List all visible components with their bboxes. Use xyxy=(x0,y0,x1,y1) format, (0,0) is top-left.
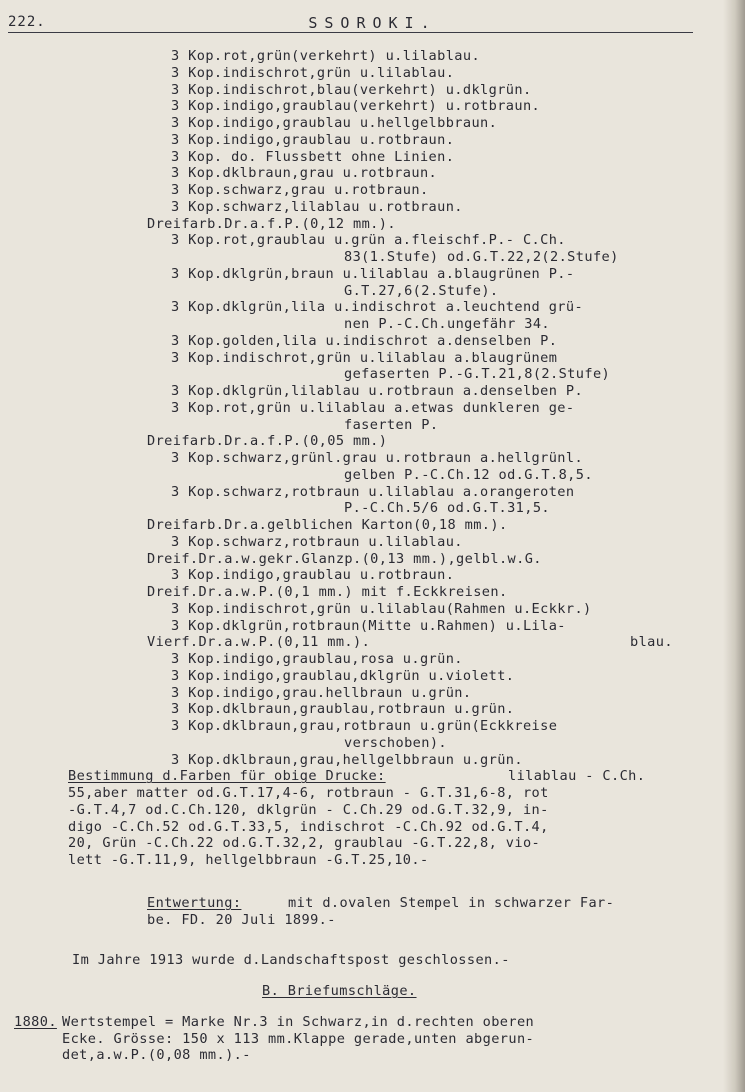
color-determination-heading: Bestimmung d.Farben für obige Drucke: xyxy=(68,768,386,785)
text-line xyxy=(0,983,745,1000)
text-line-text: Vierf.Dr.a.w.P.(0,11 mm.). xyxy=(147,634,371,651)
text-line xyxy=(0,785,745,802)
text-line-continuation: blau. xyxy=(630,634,673,651)
text-line-text: faserten P. xyxy=(344,416,439,433)
text-line-text: 3 Kop.schwarz,grau u.rotbraun. xyxy=(171,182,429,198)
text-line xyxy=(0,316,745,333)
text-line xyxy=(0,601,745,618)
text-line-text: mit d.ovalen Stempel in schwarzer Far- xyxy=(288,894,615,911)
text-line xyxy=(0,350,745,367)
text-line-text: 3 Kop.dklgrün,lilablau u.rotbraun a.denselben P. xyxy=(171,383,584,399)
text-line xyxy=(0,551,745,568)
text-line xyxy=(0,668,745,685)
spacer xyxy=(0,1000,745,1014)
text-line xyxy=(0,132,745,149)
text-line xyxy=(0,752,745,769)
text-line-text: nen P.-C.Ch.ungefähr 34. xyxy=(344,316,551,332)
text-line-text: det,a.w.P.(0,08 mm.).- xyxy=(62,1047,251,1064)
text-line-text: 3 Kop.indischrot,blau(verkehrt) u.dklgrün. xyxy=(171,81,532,98)
text-line-text: 3 Kop.dklgrün,rotbraun(Mitte u.Rahmen) u.Lila- xyxy=(171,617,566,634)
text-line-text: G.T.27,6(2.Stufe). xyxy=(344,282,499,299)
text-line xyxy=(0,735,745,752)
text-line xyxy=(0,517,745,534)
text-line xyxy=(0,912,745,929)
text-line xyxy=(0,149,745,166)
text-line-text: 3 Kop.rot,graublau u.grün a.fleischf.P.- C.Ch. xyxy=(171,232,566,249)
text-line-text: Wertstempel = Marke Nr.3 in Schwarz,in d.rechten oberen xyxy=(62,1013,535,1030)
page-body xyxy=(0,48,745,1064)
text-line xyxy=(0,65,745,82)
text-line xyxy=(0,98,745,115)
header-rule xyxy=(8,32,693,33)
text-line xyxy=(0,534,745,551)
text-line-text: Dreif.Dr.a.w.P.(0,1 mm.) mit f.Eckkreisen. xyxy=(147,584,508,600)
text-line xyxy=(0,383,745,400)
text-line-text: Ecke. Grösse: 150 x 113 mm.Klappe gerade,unten abgerun- xyxy=(62,1030,535,1047)
text-line-text: 3 Kop.indigo,graublau,rosa u.grün. xyxy=(171,651,463,667)
section-heading: B. Briefumschläge. xyxy=(262,983,417,999)
text-line-text: 3 Kop.dklbraun,grau u.rotbraun. xyxy=(171,165,438,182)
text-line-text: 55,aber matter od.G.T.17,4-6, rotbraun - G.T.31,6-8, rot xyxy=(68,785,549,801)
page-title: SSOROKI. xyxy=(308,14,437,32)
text-line-text: 3 Kop.schwarz,rotbraun u.lilablau. xyxy=(171,533,463,550)
text-line xyxy=(0,802,745,819)
text-line-text: 3 Kop.golden,lila u.indischrot a.denselben P. xyxy=(171,332,558,349)
cancellation-heading: Entwertung: xyxy=(147,894,242,911)
text-line xyxy=(0,584,745,601)
text-line-text: lilablau - C.Ch. xyxy=(508,768,646,785)
text-line xyxy=(0,216,745,233)
text-line xyxy=(0,685,745,702)
text-line xyxy=(0,400,745,417)
text-line xyxy=(0,1047,745,1064)
text-line xyxy=(0,232,745,249)
text-line-text: digo -C.Ch.52 od.G.T.33,5, indischrot -C.Ch.92 od.G.T.4, xyxy=(68,818,549,835)
page-number: 222. xyxy=(8,14,46,30)
text-line xyxy=(0,366,745,383)
text-line-text: 3 Kop.schwarz,lilablau u.rotbraun. xyxy=(171,198,463,215)
text-line-text: 3 Kop.indigo,graublau u.rotbraun. xyxy=(171,131,455,148)
text-line xyxy=(0,165,745,182)
text-line xyxy=(0,768,745,785)
text-line xyxy=(0,433,745,450)
text-line xyxy=(0,952,745,969)
year-label: 1880. xyxy=(14,1013,57,1030)
text-line-text: 3 Kop.indigo,graublau u.hellgelbbraun. xyxy=(171,115,498,131)
text-line-text: 3 Kop.indigo,graublau(verkehrt) u.rotbraun. xyxy=(171,98,541,115)
text-line xyxy=(0,701,745,718)
text-line-text: 3 Kop.dklbraun,grau,rotbraun u.grün(Eckkreise xyxy=(171,718,558,734)
text-line xyxy=(0,82,745,99)
text-line xyxy=(0,48,745,65)
text-line xyxy=(0,618,745,635)
text-line-text: P.-C.Ch.5/6 od.G.T.31,5. xyxy=(344,500,551,517)
text-line-text: 3 Kop.dklgrün,lila u.indischrot a.leuchtend grü- xyxy=(171,299,584,316)
text-line-text: 3 Kop.indischrot,grün u.lilablau. xyxy=(171,64,455,81)
text-line xyxy=(0,283,745,300)
spacer xyxy=(0,928,745,952)
text-line xyxy=(0,1014,745,1031)
text-line-text: verschoben). xyxy=(344,734,448,751)
text-line-text: 3 Kop. do. Flussbett ohne Linien. xyxy=(171,148,455,165)
text-line xyxy=(0,266,745,283)
text-line xyxy=(0,450,745,467)
text-line-text: 3 Kop.rot,grün u.lilablau a.etwas dunkleren ge- xyxy=(171,399,575,416)
text-line-text: be. FD. 20 Juli 1899.- xyxy=(147,911,336,928)
text-line-text: 3 Kop.indigo,graublau u.rotbraun. xyxy=(171,567,455,584)
text-line-text: gelben P.-C.Ch.12 od.G.T.8,5. xyxy=(344,466,593,483)
text-line xyxy=(0,718,745,735)
text-line xyxy=(0,567,745,584)
text-line-text: 3 Kop.indischrot,grün u.lilablau(Rahmen u.Eckkr.) xyxy=(171,600,592,617)
text-line xyxy=(0,852,745,869)
text-line xyxy=(0,115,745,132)
spacer xyxy=(0,969,745,983)
spacer xyxy=(0,869,745,895)
text-line-text: 3 Kop.dklbraun,graublau,rotbraun u.grün. xyxy=(171,701,515,718)
text-line-text: 3 Kop.schwarz,grünl.grau u.rotbraun a.hellgrünl. xyxy=(171,450,584,466)
text-line-text: 83(1.Stufe) od.G.T.22,2(2.Stufe) xyxy=(344,249,619,265)
text-line xyxy=(0,651,745,668)
text-line-text: 20, Grün -C.Ch.22 od.G.T.32,2, graublau -G.T.22,8, vio- xyxy=(68,835,541,852)
text-line xyxy=(0,500,745,517)
text-line-text: 3 Kop.dklbraun,grau,hellgelbbraun u.grün. xyxy=(171,751,523,768)
text-line xyxy=(0,484,745,501)
text-line xyxy=(0,634,745,651)
text-line-text: 3 Kop.indigo,grau.hellbraun u.grün. xyxy=(171,684,472,701)
text-line xyxy=(0,819,745,836)
text-line xyxy=(0,895,745,912)
text-line xyxy=(0,417,745,434)
text-line-text: 3 Kop.schwarz,rotbraun u.lilablau a.orangeroten xyxy=(171,483,575,500)
text-line-text: 3 Kop.dklgrün,braun u.lilablau a.blaugrünen P.- xyxy=(171,265,575,282)
text-line-text: lett -G.T.11,9, hellgelbbraun -G.T.25,10.- xyxy=(68,852,429,868)
text-line-text: Dreifarb.Dr.a.f.P.(0,05 mm.) xyxy=(147,433,388,450)
text-line xyxy=(0,249,745,266)
text-line xyxy=(0,333,745,350)
text-line-text: Im Jahre 1913 wurde d.Landschaftspost geschlossen.- xyxy=(72,952,510,969)
text-line-text: gefaserten P.-G.T.21,8(2.Stufe) xyxy=(344,366,611,383)
text-line-text: -G.T.4,7 od.C.Ch.120, dklgrün - C.Ch.29 od.G.T.32,9, in- xyxy=(68,801,549,818)
text-line-text: 3 Kop.indigo,graublau,dklgrün u.violett. xyxy=(171,667,515,684)
text-line-text: 3 Kop.rot,grün(verkehrt) u.lilablau. xyxy=(171,48,481,64)
text-line xyxy=(0,1031,745,1048)
text-line xyxy=(0,199,745,216)
text-line xyxy=(0,467,745,484)
text-line-text: Dreifarb.Dr.a.gelblichen Karton(0,18 mm.). xyxy=(147,517,508,533)
text-line xyxy=(0,299,745,316)
text-line-text: 3 Kop.indischrot,grün u.lilablau a.blaugrünem xyxy=(171,349,558,366)
text-line-text: Dreifarb.Dr.a.f.P.(0,12 mm.). xyxy=(147,215,396,232)
text-line-text: Dreif.Dr.a.w.gekr.Glanzp.(0,13 mm.),gelbl.w.G. xyxy=(147,550,542,567)
text-line xyxy=(0,835,745,852)
text-line xyxy=(0,182,745,199)
